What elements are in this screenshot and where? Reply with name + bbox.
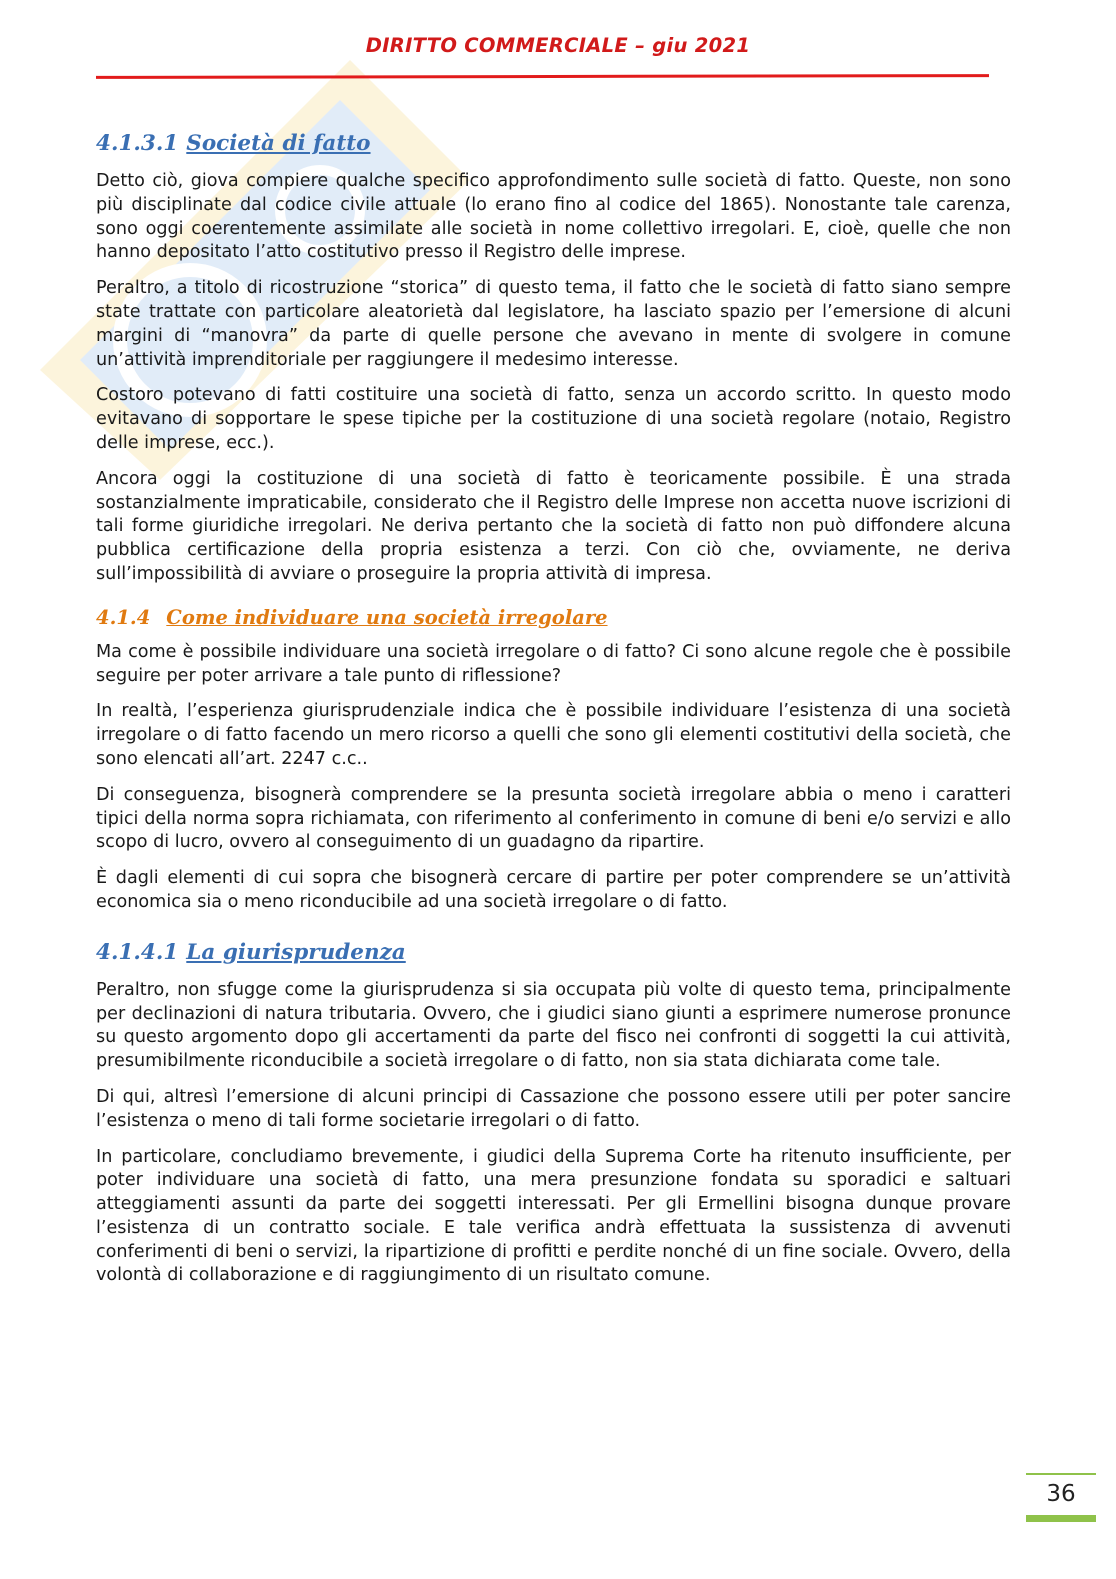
paragraph: Peraltro, a titolo di ricostruzione “storica” di questo tema, il fatto che le società di fatto siano sempre state trattate con particolare aleatorietà dal legislatore, ha lasciato spazio per l’emersione di alcuni margini di “manovra” da parte di quelle persone che avevano in mente di svolgere in comune un’attività imprenditoriale per raggiungere il medesimo interesse. bbox=[96, 278, 1011, 370]
header-divider bbox=[96, 74, 989, 79]
section-heading-giurisprudenza bbox=[96, 939, 1011, 967]
section-title: Come individuare una società irregolare bbox=[166, 605, 608, 629]
paragraph: Ancora oggi la costituzione di una società di fatto è teoricamente possibile. È una strada sostanzialmente impraticabile, considerato che il Registro delle Imprese non accetta nuove iscrizioni di tali forme giuridiche irregolari. Ne deriva pertanto che la società di fatto non può diffondere alcuna pubblica certificazione della propria esistenza a terzi. Con ciò che, ovviamente, ne deriva sull’impossibilità di avviare o proseguire la propria attività di impresa. bbox=[96, 468, 1011, 584]
section-title: La giurisprudenza bbox=[186, 939, 406, 965]
page-number-bar bbox=[1026, 1515, 1096, 1522]
section-number: 4.1.3.1 bbox=[96, 131, 179, 156]
paragraph: È dagli elementi di cui sopra che bisognerà cercare di partire per poter comprendere se un’attività economica sia o meno riconducibile ad una società irregolare o di fatto. bbox=[96, 868, 1011, 912]
section-number: 4.1.4 bbox=[96, 605, 151, 629]
paragraph: Ma come è possibile individuare una società irregolare o di fatto? Ci sono alcune regole che è possibile seguire per poter arrivare a tale punto di riflessione? bbox=[96, 641, 1011, 686]
section-title: Società di fatto bbox=[186, 131, 371, 156]
paragraph: Detto ciò, giova compiere qualche specifico approfondimento sulle società di fatto. Queste, non sono più disciplinate dal codice civile attuale (lo erano fino al codice del 1865). Nonostante tale carenza, sono oggi coerentemente assimilate alle società in nome collettivo irregolari. E, cioè, quelle che non hanno depositato l’atto costitutivo presso il Registro delle imprese. bbox=[96, 171, 1011, 263]
paragraph: Peraltro, non sfugge come la giurisprudenza si sia occupata più volte di questo tema, principalmente per declinazioni di natura tributaria. Ovvero, che i giudici siano giunti a esprimere numerose pronunce su questo argomento dopo gli accertamenti da parte del fisco nei confronti di soggetti la cui attività, presumibilmente riconducibile a società irregolare o di fatto, non sia stata dichiarata come tale. bbox=[96, 979, 1011, 1072]
section-heading-come-individuare bbox=[96, 605, 1011, 631]
paragraph: Di qui, altresì l’emersione di alcuni principi di Cassazione che possono essere utili per poter sancire l’esistenza o meno di tali forme societarie irregolari o di fatto. bbox=[96, 1086, 1011, 1131]
paragraph: In realtà, l’esperienza giurisprudenziale indica che è possibile individuare l’esistenza di una società irregolare o di fatto facendo un mero ricorso a quelli che sono gli elementi costitutivi della società, che sono elencati all’art. 2247 c.c.. bbox=[96, 701, 1011, 769]
section-heading-societa-di-fatto bbox=[96, 130, 1011, 158]
paragraph: Di conseguenza, bisognerà comprendere se la presunta società irregolare abbia o meno i caratteri tipici della norma sopra richiamata, con riferimento al conferimento in comune di beni e/o servizi e allo scopo di lucro, ovvero al conseguimento di un guadagno da ripartire. bbox=[96, 784, 1011, 853]
page-number: 36 bbox=[1046, 1481, 1076, 1507]
document-body bbox=[96, 130, 1011, 1300]
header-title: DIRITTO COMMERCIALE – giu 2021 bbox=[365, 34, 751, 57]
section-number: 4.1.4.1 bbox=[96, 939, 179, 965]
paragraph: In particolare, concludiamo brevemente, i giudici della Suprema Corte ha ritenuto insufficiente, per poter individuare una società di fatto, una mera presunzione fondata su sporadici e saltuari atteggiamenti assunti da parte dei soggetti interessati. Per gli Ermellini bisogna dunque provare l’esistenza di un contratto sociale. E tale verifica andrà effettuata la sussistenza di avvenuti conferimenti di beni o servizi, la ripartizione di profitti e perdite nonché di un fine sociale. Ovvero, della volontà di collaborazione e di raggiungimento di un risultato comune. bbox=[96, 1146, 1011, 1286]
paragraph: Costoro potevano di fatti costituire una società di fatto, senza un accordo scritto. In questo modo evitavano di sopportare le spese tipiche per la costituzione di una società regolare (notaio, Registro delle imprese, ecc.). bbox=[96, 385, 1011, 453]
